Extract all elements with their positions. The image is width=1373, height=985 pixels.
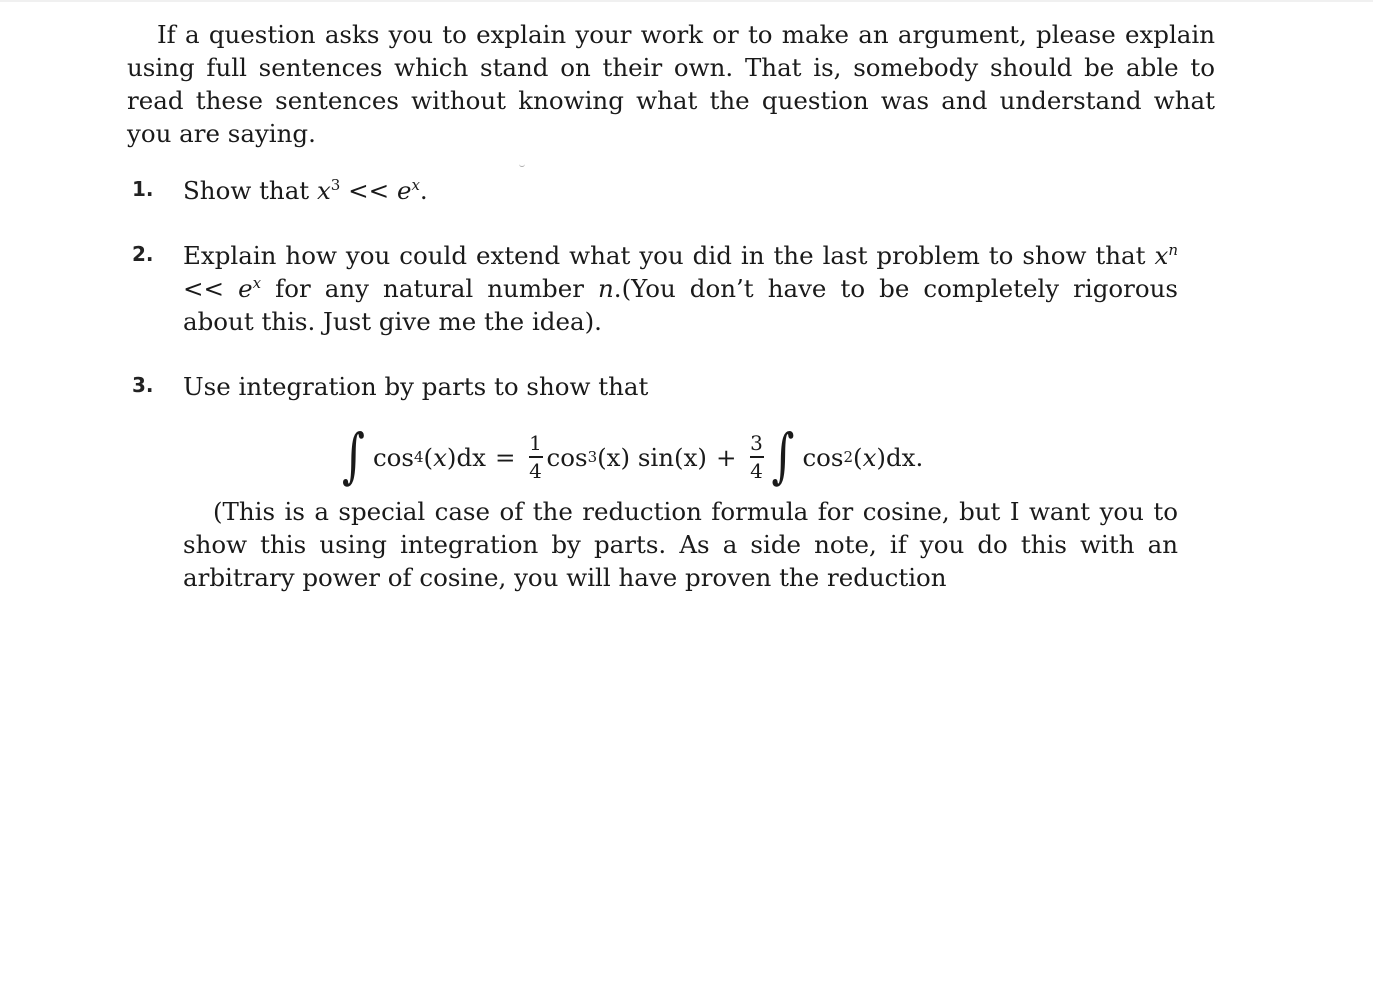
equals-sign: =: [494, 442, 516, 472]
term-cos: cos: [546, 442, 588, 472]
rhs-paren-open: (: [853, 442, 863, 472]
reduction-equation: ∫ cos 4 ( x )dx = $\frac{1}{4}$ cos 3 (x) sin(x) + $\frac{3}{4}$ ∫ cos 2 ( x )dx.: [342, 421, 924, 491]
math-relation: <<: [183, 274, 239, 303]
fraction-denominator: 4: [750, 458, 763, 483]
lhs-cos: cos: [372, 442, 414, 472]
problem-2-text: [183, 239, 1178, 338]
integral-sign: ∫: [342, 421, 365, 491]
math-var-x: x: [862, 442, 877, 472]
fraction-one-quarter: [529, 431, 543, 483]
fraction-bar: [750, 456, 764, 457]
integral-sign: ∫: [771, 421, 795, 491]
math-exponent: x: [411, 175, 420, 194]
fraction-denominator: 4: [529, 458, 542, 483]
rhs-cos: cos: [802, 442, 844, 472]
fraction-numerator: 1: [529, 431, 542, 456]
problem-2-suffix: .(You don’t have to be completely rigorous about this. Just give me the idea).: [183, 274, 1178, 336]
lhs-paren-open: (: [423, 442, 434, 472]
fraction-numerator: 3: [750, 431, 763, 456]
math-var-x: x: [1154, 241, 1169, 270]
math-exponent: 3: [330, 175, 341, 194]
problem-1-prefix: Show that: [183, 176, 317, 205]
problem-2-middle: for any natural number: [261, 274, 599, 303]
rhs-dx: )dx.: [876, 442, 924, 472]
problem-1-suffix: .: [419, 176, 428, 205]
math-exponent: x: [252, 273, 262, 292]
math-var-n: n: [598, 274, 614, 303]
plus-sign: +: [715, 442, 737, 472]
math-exponent: n: [1168, 240, 1178, 259]
scan-mark: [519, 163, 525, 167]
problem-2-prefix: Explain how you could extend what you did in the last problem to show that: [183, 241, 1155, 270]
math-var-e: e: [238, 274, 253, 303]
instructions-paragraph: If a question asks you to explain your work or to make an argument, please explain using full sentences which stand on their own. That is, somebody should be able to read these sentences without knowing what the question was and understand what you are saying.: [127, 20, 1215, 148]
fraction-bar: [529, 456, 543, 457]
problem-3-number: 3.: [132, 373, 154, 397]
problem-2-number: 2.: [132, 242, 154, 266]
math-var-x: x: [433, 442, 447, 472]
fraction-three-quarters: [750, 431, 764, 483]
problem-1-text: [183, 174, 1178, 207]
problem-3-text: Use integration by parts to show that: [183, 372, 649, 401]
term-sin: sin(x): [637, 442, 707, 472]
problem-1-number: 1.: [132, 177, 154, 201]
term-arg: (x): [597, 442, 631, 472]
math-var-x: x: [316, 176, 331, 205]
math-var-e: e: [396, 176, 412, 205]
problem-3-note: (This is a special case of the reduction formula for cosine, but I want you to show this using integration by parts. As a side note, if you do this with an arbitrary power of cosine, you will have proven the reduction: [183, 497, 1178, 592]
top-rule: [0, 0, 1373, 2]
math-relation: <<: [340, 176, 397, 205]
lhs-dx: )dx: [446, 442, 486, 472]
